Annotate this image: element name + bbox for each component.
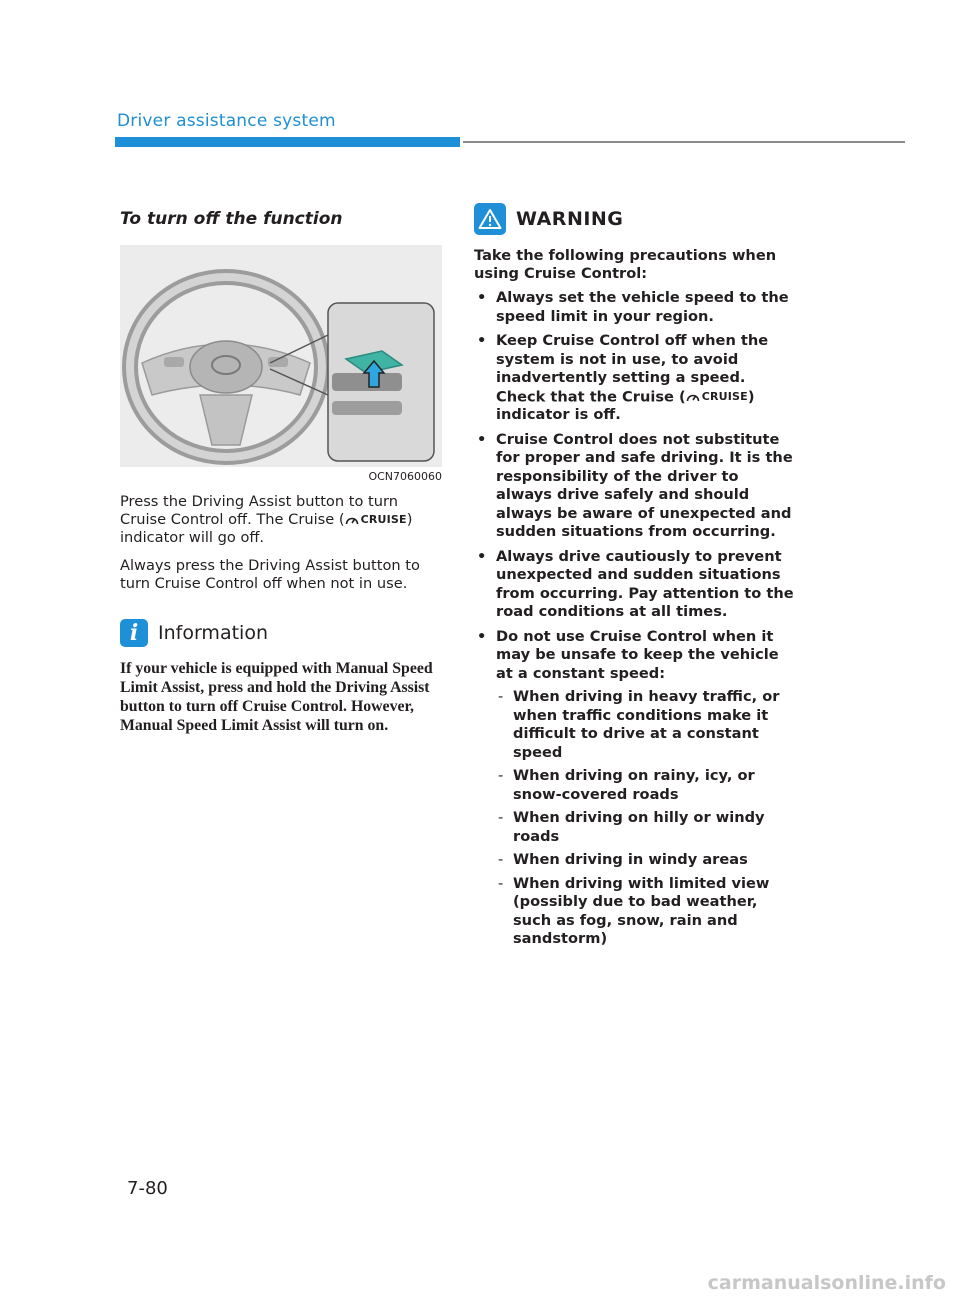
warning-intro: Take the following precautions when using Cruise Control: <box>474 247 777 282</box>
speedometer-icon <box>345 514 359 526</box>
information-title: Information <box>158 622 268 644</box>
para1-text-start: Press the Driving Assist button to turn Cruise Control off. The Cruise ( <box>120 493 399 528</box>
watermark: carmanualsonline.info <box>707 1272 946 1294</box>
header-rule <box>463 141 905 143</box>
warning-header <box>474 203 794 235</box>
right-column <box>474 205 794 949</box>
bullet2-text-end: ) indicator is off. <box>496 387 755 424</box>
left-column <box>120 205 445 735</box>
warning-list <box>474 289 794 949</box>
list-item: • Cruise Control does not substitute for proper and safe driving. It is the responsibility of the driver to always drive safely and should always be aware of unexpected and sudden situations from occurring. <box>474 431 794 542</box>
list-item: - When driving in heavy traffic, or when traffic conditions make it difficult to drive at a constant speed <box>496 688 794 762</box>
list-item: - When driving on hilly or windy roads <box>496 809 794 846</box>
list-item <box>474 332 794 425</box>
conditions-list <box>496 688 794 949</box>
figure-code: OCN7060060 <box>368 470 442 483</box>
information-header <box>120 619 445 647</box>
warning-icon <box>474 203 506 235</box>
steering-wheel-figure <box>120 245 442 467</box>
list-item: • Always drive cautiously to prevent unexpected and sudden situations from occurring. Pay attention to the road conditions at all times. <box>474 548 794 622</box>
list-item: - When driving on rainy, icy, or snow-covered roads <box>496 767 794 804</box>
page-number: 7-80 <box>127 1178 168 1199</box>
list-item: - When driving with limited view (possibly due to bad weather, such as fog, snow, rain and sandstorm) <box>496 875 794 949</box>
section-title: Driver assistance system <box>117 111 336 131</box>
speedometer-icon <box>686 391 700 403</box>
bullet2-text-start: Keep Cruise Control off when the system is not in use, to avoid inadvertently setting a speed. Check that the Cruise ( <box>496 332 769 405</box>
cruise-word: CRUISE <box>701 389 748 403</box>
paragraph-press-button <box>120 493 445 547</box>
cruise-word: CRUISE <box>360 513 407 526</box>
bullet5-text: Do not use Cruise Control when it may be unsafe to keep the vehicle at a constant speed: <box>496 627 779 682</box>
para1-text-end: ) indicator will go off. <box>120 511 413 546</box>
list-item: • Always set the vehicle speed to the speed limit in your region. <box>474 289 794 326</box>
list-item: - When driving in windy areas <box>496 851 794 870</box>
info-icon: i <box>120 619 148 647</box>
paragraph-always-press: Always press the Driving Assist button to turn Cruise Control off when not in use. <box>120 557 420 592</box>
subheading: To turn off the function <box>120 209 343 229</box>
warning-triangle-icon <box>478 208 502 230</box>
warning-title: WARNING <box>516 208 624 230</box>
cruise-indicator <box>345 511 407 529</box>
cruise-indicator <box>686 388 748 407</box>
information-text: If your vehicle is equipped with Manual Speed Limit Assist, press and hold the Driving Assist button to turn off Cruise Control. However, Manual Speed Limit Assist will turn on. <box>120 660 433 734</box>
steering-wheel-illustration <box>120 245 442 467</box>
header-accent-bar <box>115 137 460 147</box>
list-item <box>474 628 794 949</box>
